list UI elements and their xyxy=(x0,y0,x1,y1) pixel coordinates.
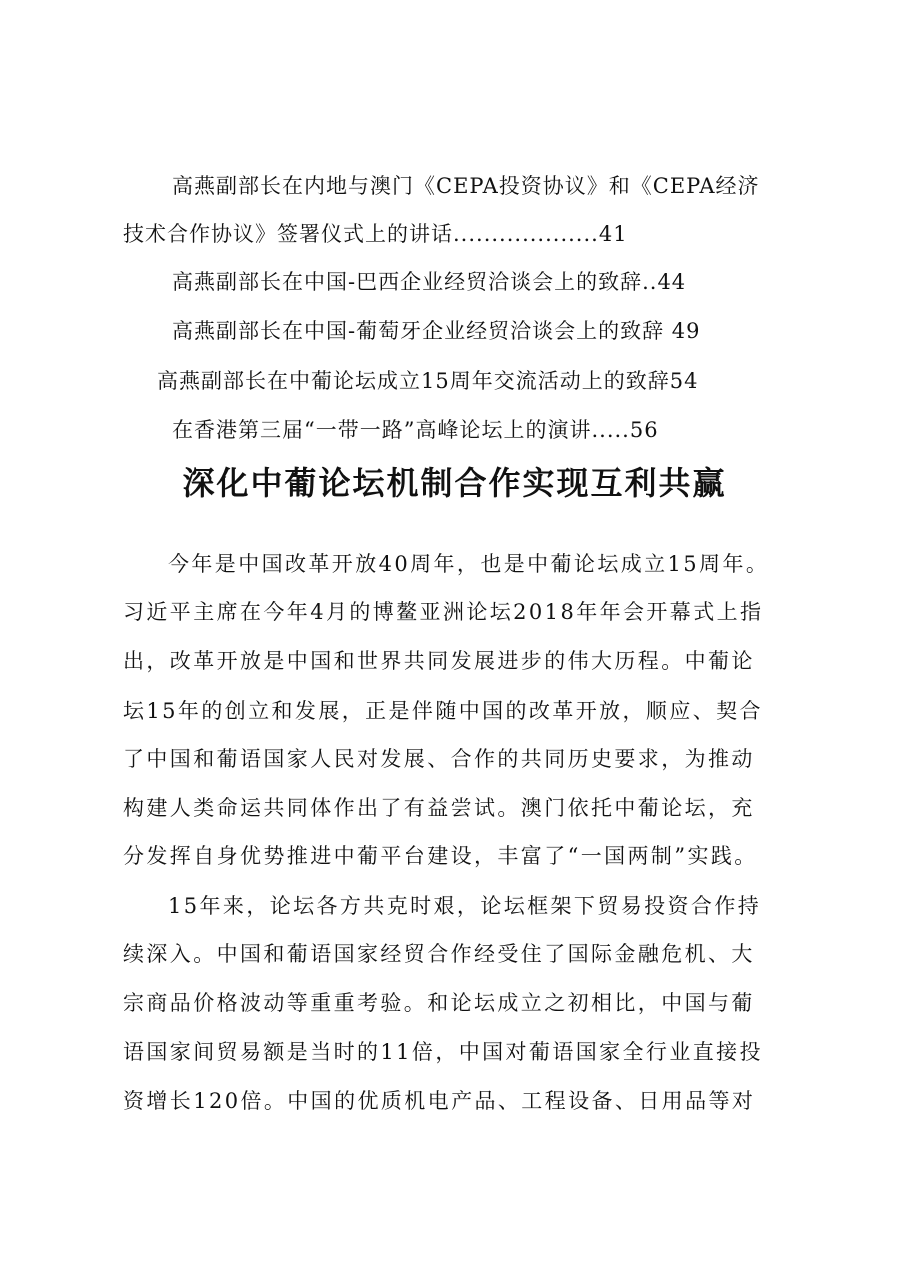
toc-entry-portugal[interactable]: 高燕副部长在中国-葡萄牙企业经贸洽谈会上的致辞 49 xyxy=(172,319,701,343)
article-title: 深化中葡论坛机制合作实现互利共赢 xyxy=(182,464,727,502)
paragraph-line: 构建人类命运共同体作出了有益尝试。澳门依托中葡论坛，充 xyxy=(123,796,755,820)
paragraph-line: 了中国和葡语国家人民对发展、合作的共同历史要求，为推动 xyxy=(123,747,755,771)
paragraph-line: 续深入。中国和葡语国家经贸合作经受住了国际金融危机、大 xyxy=(123,942,755,966)
toc-entry-forum-15th[interactable]: 高燕副部长在中葡论坛成立15周年交流活动上的致辞54 xyxy=(157,369,699,393)
paragraph-line: 资增长120倍。中国的优质机电产品、工程设备、日用品等对 xyxy=(123,1089,756,1113)
paragraph-line: 语国家间贸易额是当时的11倍，中国对葡语国家全行业直接投 xyxy=(123,1040,763,1064)
paragraph-line: 坛15年的创立和发展，正是伴随中国的改革开放，顺应、契合 xyxy=(123,699,763,723)
paragraph-line: 今年是中国改革开放40周年，也是中葡论坛成立15周年。 xyxy=(168,552,770,576)
toc-entry-cepa-line2[interactable]: 技术合作协议》签署仪式上的讲话...................41 xyxy=(123,222,628,246)
paragraph-line: 分发挥自身优势推进中葡平台建设，丰富了“一国两制”实践。 xyxy=(123,844,758,868)
paragraph-line: 15年来，论坛各方共克时艰，论坛框架下贸易投资合作持 xyxy=(168,894,762,918)
toc-entry-brazil[interactable]: 高燕副部长在中国-巴西企业经贸洽谈会上的致辞..44 xyxy=(172,270,687,294)
paragraph-line: 习近平主席在今年4月的博鳌亚洲论坛2018年年会开幕式上指 xyxy=(123,600,764,624)
toc-entry-belt-road[interactable]: 在香港第三届“一带一路”高峰论坛上的演讲.....56 xyxy=(172,418,659,442)
paragraph-line: 出，改革开放是中国和世界共同发展进步的伟大历程。中葡论 xyxy=(123,649,755,673)
toc-entry-cepa-line1[interactable]: 高燕副部长在内地与澳门《CEPA投资协议》和《CEPA经济 xyxy=(172,174,760,198)
paragraph-line: 宗商品价格波动等重重考验。和论坛成立之初相比，中国与葡 xyxy=(123,991,755,1015)
